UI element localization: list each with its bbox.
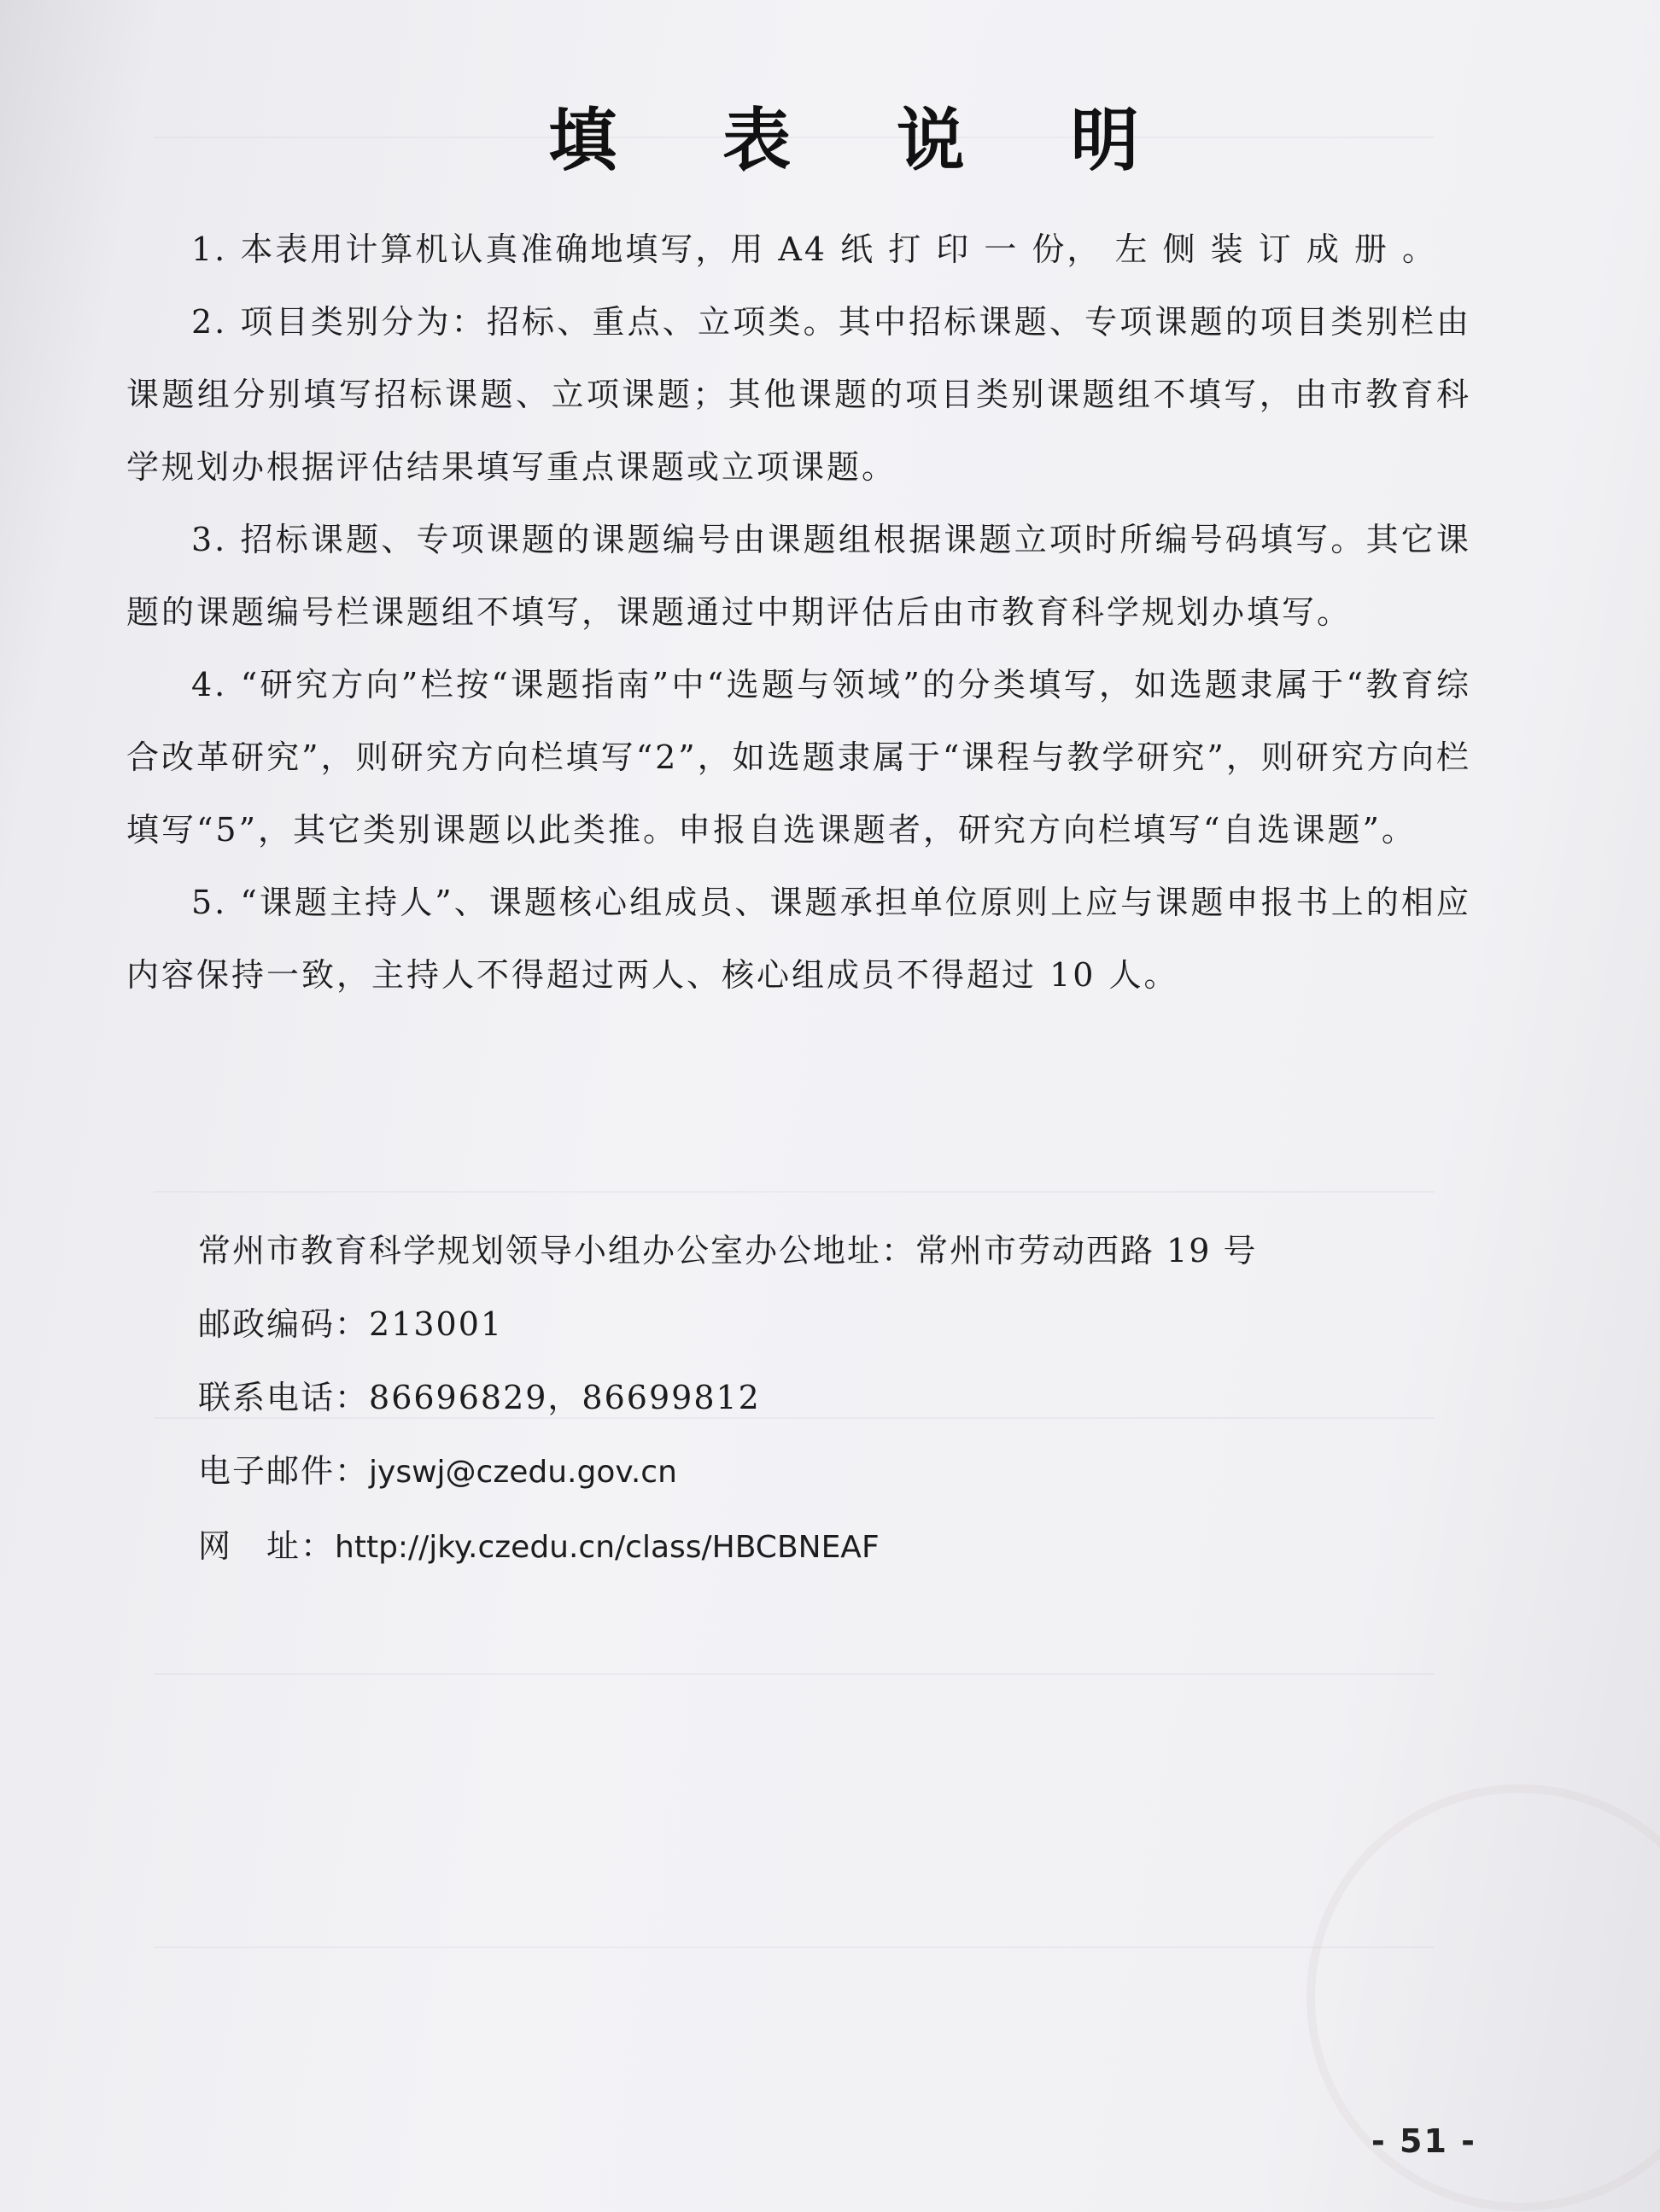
website-label: 网 址： xyxy=(198,1527,336,1565)
instruction-item: 1. 本表用计算机认真准确地填写，用 A4 纸 打 印 一 份， 左 侧 装 订 成 册 。 xyxy=(191,231,1437,268)
website-value: http://jky.czedu.cn/class/HBCBNEAF xyxy=(335,1530,880,1565)
faint-stamp xyxy=(1306,1784,1660,2211)
website-row xyxy=(198,1509,1479,1585)
contact-info xyxy=(198,1214,1479,1585)
instructions-list xyxy=(126,213,1471,1012)
email-value: jyswj@czedu.gov.cn xyxy=(369,1455,677,1490)
email-row xyxy=(198,1434,1479,1509)
phone-row xyxy=(198,1361,1479,1434)
address-label: 常州市教育科学规划领导小组办公室办公地址： xyxy=(198,1232,916,1269)
instruction-item: 3. 招标课题、专项课题的课题编号由课题组根据课题立项时所编号码填写。其它课题的课题编号栏课题组不填写，课题通过中期评估后由市教育科学规划办填写。 xyxy=(126,521,1471,631)
address-value: 常州市劳动西路 19 号 xyxy=(915,1232,1258,1269)
page-number: - 51 - xyxy=(1371,2122,1476,2160)
postcode-value: 213001 xyxy=(369,1305,504,1343)
page-title: 填 表 说 明 xyxy=(548,100,1180,180)
email-label: 电子邮件： xyxy=(198,1452,370,1490)
postcode-row xyxy=(198,1287,1479,1361)
instruction-item: 4. “研究方向”栏按“课题指南”中“选题与领域”的分类填写，如选题隶属于“教育综合改革研究”，则研究方向栏填写“2”，如选题隶属于“课程与教学研究”，则研究方向栏填写“5”，其它类别课题以此类推。申报自选课题者，研究方向栏填写“自选课题”。 xyxy=(126,666,1471,849)
phone-value: 86696829，86699812 xyxy=(369,1379,761,1416)
instruction-item: 2. 项目类别分为：招标、重点、立项类。其中招标课题、专项课题的项目类别栏由课题组分别填写招标课题、立项课题；其他课题的项目类别课题组不填写，由市教育科学规划办根据评估结果填写重点课题或立项课题。 xyxy=(126,303,1471,486)
postcode-label: 邮政编码： xyxy=(198,1305,370,1343)
bleed-through-line xyxy=(154,1946,1435,1948)
phone-label: 联系电话： xyxy=(198,1379,370,1416)
address-row xyxy=(198,1214,1479,1287)
bleed-through-line xyxy=(154,1191,1435,1193)
bleed-through-line xyxy=(154,1673,1435,1675)
instruction-item: 5. “课题主持人”、课题核心组成员、课题承担单位原则上应与课题申报书上的相应内容保持一致，主持人不得超过两人、核心组成员不得超过 10 人。 xyxy=(126,884,1471,994)
